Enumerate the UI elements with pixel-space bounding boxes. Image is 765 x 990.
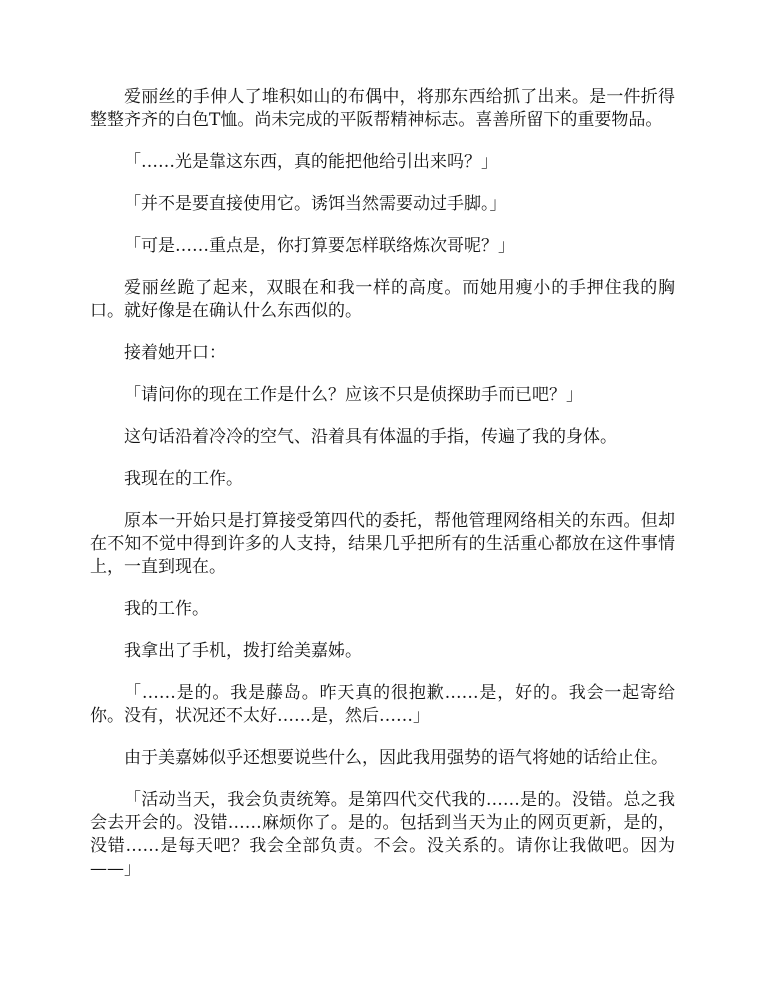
document-page [90, 86, 675, 900]
paragraph: 我的工作。 [124, 599, 209, 619]
paragraph: 我现在的工作。 [124, 469, 243, 489]
paragraph: 「活动当天，我会负责统筹。是第四代交代我的……是的。没错。总之我会去开会的。没错……麻烦你了。是的。包括到当天为止的网页更新，是的，没错……是每天吧？我会全部负责。不会。没关系的。请你让我做吧。因为——」 [90, 790, 675, 879]
paragraph: 「并不是要直接使用它。诱饵当然需要动过手脚。」 [124, 194, 507, 214]
paragraph: 「……是的。我是藤岛。昨天真的很抱歉……是，好的。我会一起寄给你。没有，状况还不太好……是，然后……」 [90, 683, 675, 726]
paragraph: 接着她开口： [124, 343, 226, 363]
paragraph: 原本一开始只是打算接受第四代的委托，帮他管理网络相关的东西。但却在不知不觉中得到许多的人支持，结果几乎把所有的生活重心都放在这件事情上，一直到现在。 [90, 511, 675, 577]
paragraph: 「可是……重点是，你打算要怎样联络炼次哥呢？」 [124, 236, 515, 256]
paragraph: 由于美嘉姊似乎还想要说些什么，因此我用强势的语气将她的话给止住。 [124, 748, 668, 768]
paragraph: 这句话沿着冷冷的空气、沿着具有体温的手指，传遍了我的身体。 [124, 427, 617, 447]
paragraph: 爱丽丝跪了起来，双眼在和我一样的高度。而她用瘦小的手押住我的胸口。就好像是在确认什么东西似的。 [90, 278, 675, 321]
paragraph: 爱丽丝的手伸人了堆积如山的布偶中，将那东西给抓了出来。是一件折得整整齐齐的白色T恤。尚未完成的平阪帮精神标志。喜善所留下的重要物品。 [90, 87, 675, 130]
paragraph: 我拿出了手机，拨打给美嘉姊。 [124, 641, 362, 661]
paragraph: 「……光是靠这东西，真的能把他给引出来吗？」 [124, 152, 498, 172]
paragraph: 「请问你的现在工作是什么？应该不只是侦探助手而已吧？」 [124, 385, 583, 405]
